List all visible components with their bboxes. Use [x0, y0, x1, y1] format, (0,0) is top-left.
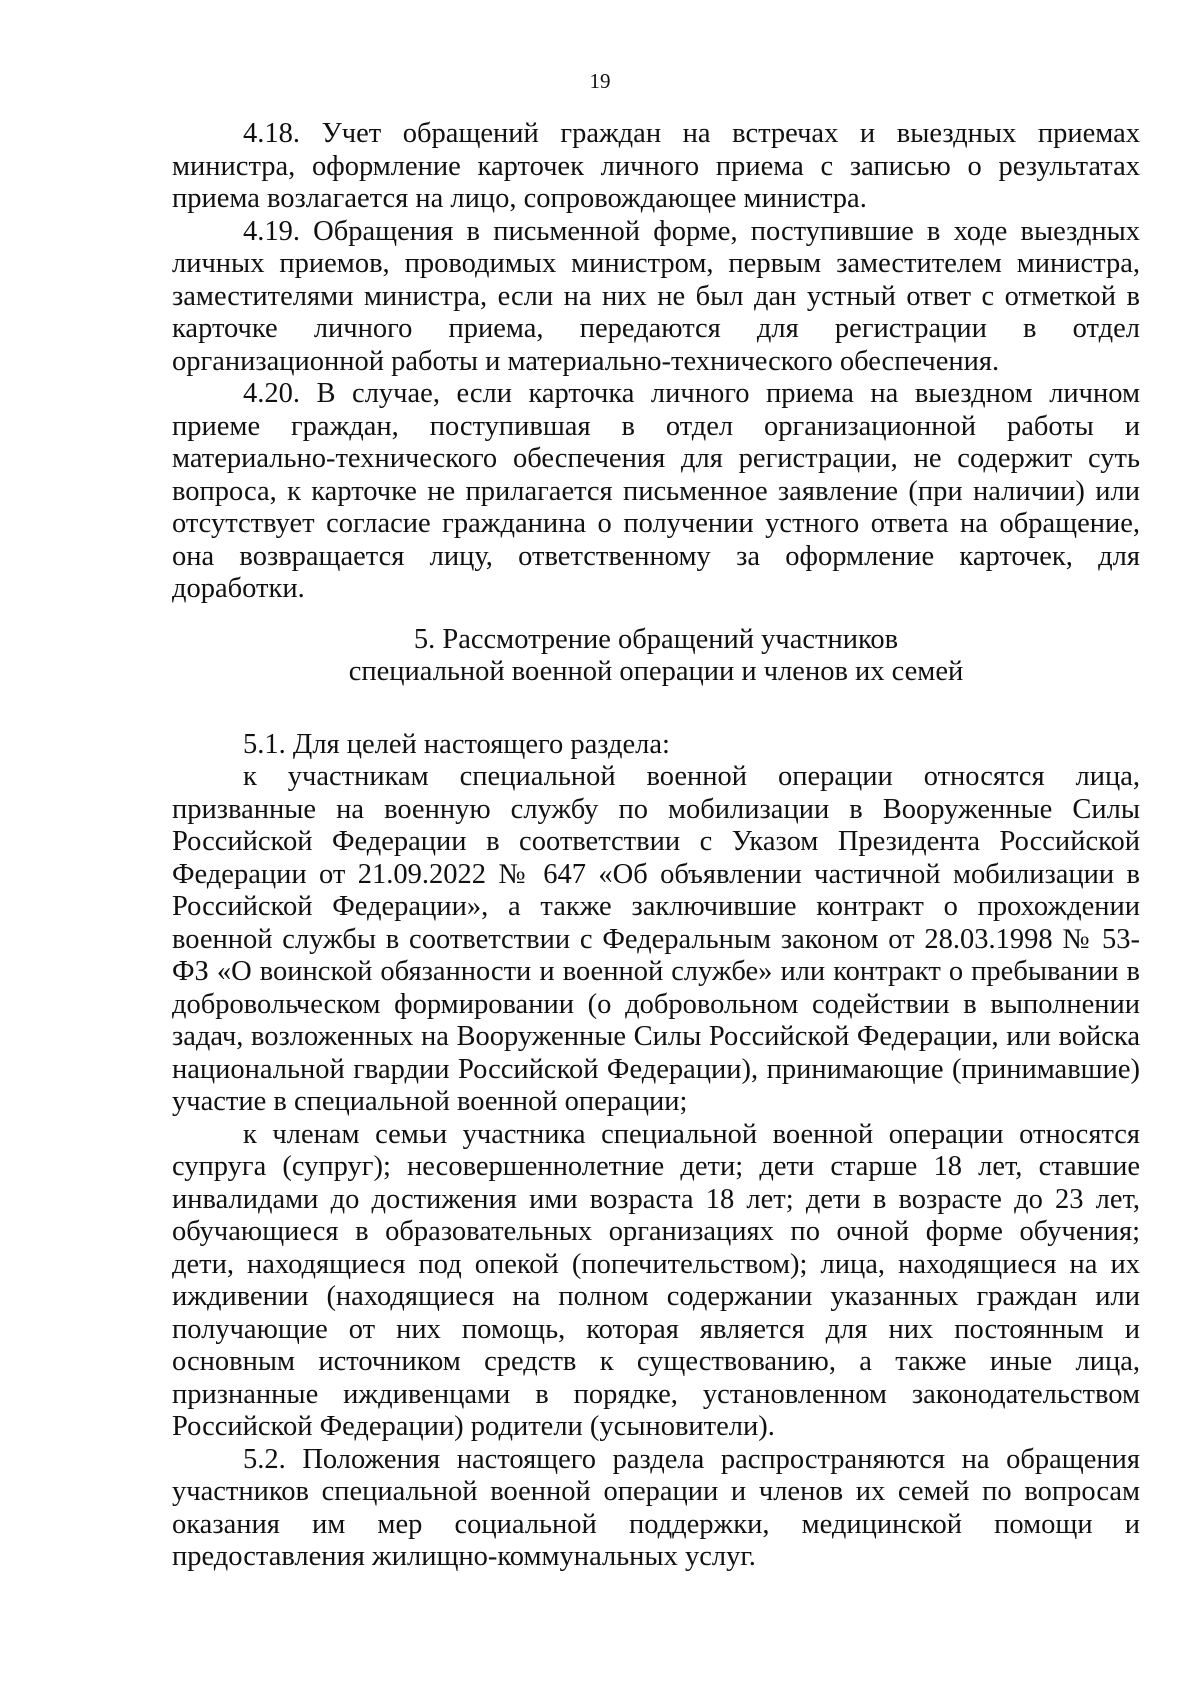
- section-heading: [172, 624, 1140, 689]
- paragraph-5-1-family-members: к членам семьи участника специальной военной операции относятся супруга (супруг); несовершеннолетние дети; дети старше 18 лет, ставшие инвалидами до достижения ими возраста 18 лет; дети в возрасте до 23 лет, обучающиеся в образовательных организациях по очной форме обучения; дети, находящиеся под опекой (попечительством); лица, находящиеся на их иждивении (находящиеся на полном содержании указанных граждан или получающие от них помощь, которая является для них постоянным и основным источником средств к существованию, а также иные лица, признанные иждивенцами в порядке, установленном законодательством Российской Федерации) родители (усыновители).: [172, 1118, 1140, 1442]
- section-heading-line-2: специальной военной операции и членов их семей: [348, 656, 964, 687]
- paragraph-4-20: 4.20. В случае, если карточка личного приема на выездном личном приеме граждан, поступившая в отдел организационной работы и материально-технического обеспечения для регистрации, не содержит суть вопроса, к карточке не прилагается письменное заявление (при наличии) или отсутствует согласие гражданина о получении устного ответа на обращение, она возвращается лицу, ответственному за оформление карточек, для доработки.: [172, 378, 1140, 604]
- document-body: [172, 118, 1140, 1574]
- paragraph-5-1: 5.1. Для целей настоящего раздела:: [243, 728, 670, 760]
- paragraph-4-19: 4.19. Обращения в письменной форме, поступившие в ходе выездных личных приемов, проводимых министром, первым заместителем министра, заместителями министра, если на них не был дан устный ответ с отметкой в карточке личного приема, передаются для регистрации в отдел организационной работы и материально-технического обеспечения.: [172, 215, 1140, 377]
- paragraph-5-1-participants: к участникам специальной военной операции относятся лица, призванные на военную службу по мобилизации в Вооруженные Силы Российской Федерации в соответствии с Указом Президента Российской Федерации от 21.09.2022 № 647 «Об объявлении частичной мобилизации в Российской Федерации», а также заключившие контракт о прохождении военной службы в соответствии с Федеральным законом от 28.03.1998 № 53-ФЗ «О воинской обязанности и военной службе» или контракт о пребывании в добровольческом формировании (о добровольном содействии в выполнении задач, возложенных на Вооруженные Силы Российской Федерации, или войска национальной гвардии Российской Федерации), принимающие (принимавшие) участие в специальной военной операции;: [172, 761, 1140, 1117]
- section-heading-line-1: 5. Рассмотрение обращений участников: [413, 623, 899, 655]
- paragraph-4-18: 4.18. Учет обращений граждан на встречах и выездных приемах министра, оформление карточек личного приема с записью о результатах приема возлагается на лицо, сопровождающее министра.: [172, 118, 1140, 214]
- paragraph-5-2: 5.2. Положения настоящего раздела распространяются на обращения участников специальной военной операции и членов их семей по вопросам оказания им мер социальной поддержки, медицинской помощи и предоставления жилищно-коммунальных услуг.: [172, 1443, 1140, 1572]
- page-number: 19: [589, 69, 611, 93]
